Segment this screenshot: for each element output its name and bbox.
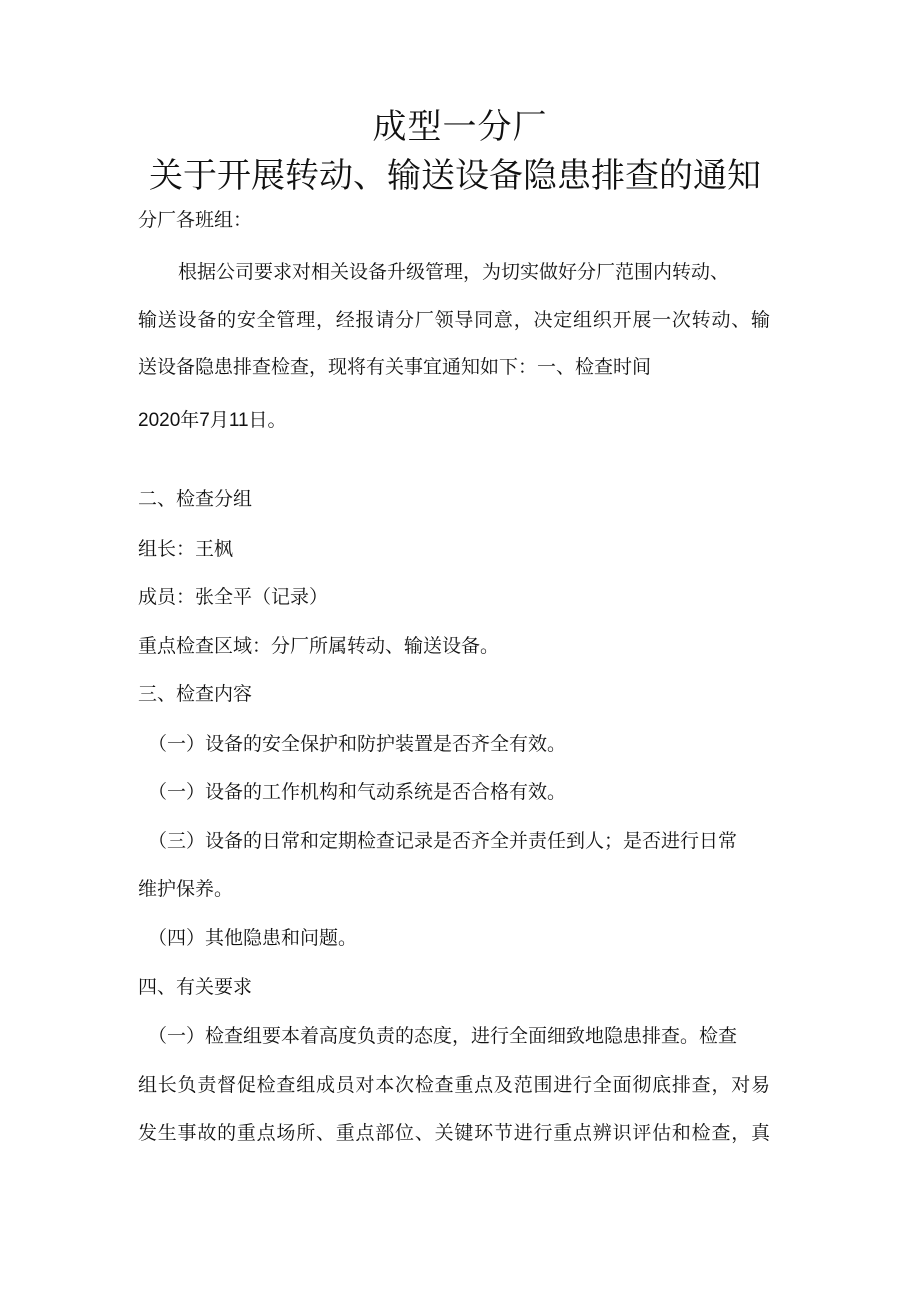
section-3-heading: 三、检查内容 xyxy=(138,683,253,705)
content-item-4: （四）其他隐患和问题。 xyxy=(148,927,358,949)
key-inspection-area: 重点检查区域：分厂所属转动、输送设备。 xyxy=(138,635,500,657)
intro-line-1: 根据公司要求对相关设备升级管理，为切实做好分厂范围内转动、 xyxy=(178,261,730,283)
document-title-line1: 成型一分厂 xyxy=(372,107,548,147)
intro-line-2: 输送设备的安全管理，经报请分厂领导同意，决定组织开展一次转动、输 xyxy=(138,309,770,331)
content-item-3-line-1: （三）设备的日常和定期检查记录是否齐全并责任到人；是否进行日常 xyxy=(148,830,738,852)
content-item-1: （一）设备的安全保护和防护装置是否齐全有效。 xyxy=(148,733,567,755)
intro-line-3: 送设备隐患排查检查，现将有关事宜通知如下：一、检查时间 xyxy=(138,356,652,378)
section-4-heading: 四、有关要求 xyxy=(138,976,253,998)
section-2-heading: 二、检查分组 xyxy=(138,488,253,510)
document-title-line2: 关于开展转动、输送设备隐患排查的通知 xyxy=(149,156,761,196)
group-leader: 组长：王枫 xyxy=(138,538,234,560)
content-item-2: （一）设备的工作机构和气动系统是否合格有效。 xyxy=(148,781,567,803)
content-item-3-line-2: 维护保养。 xyxy=(138,878,234,900)
salutation: 分厂各班组： xyxy=(138,209,253,231)
requirement-1-line-1: （一）检查组要本着高度负责的态度，进行全面细致地隐患排查。检查 xyxy=(148,1025,738,1047)
requirement-1-line-3: 发生事故的重点场所、重点部位、关键环节进行重点辨识评估和检查，真 xyxy=(138,1122,770,1144)
group-members: 成员：张全平（记录） xyxy=(138,586,329,608)
requirement-1-line-2: 组长负责督促检查组成员对本次检查重点及范围进行全面彻底排查，对易 xyxy=(138,1074,770,1096)
inspection-date: 2020年7月11日。 xyxy=(138,410,287,431)
